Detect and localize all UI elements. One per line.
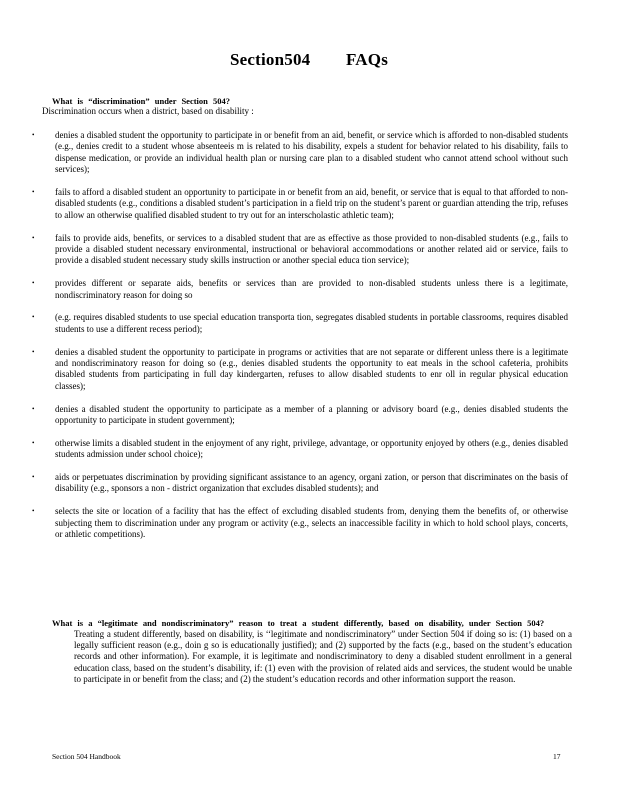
list-item <box>28 438 568 461</box>
faq-question: What is “discrimination” under Section 504? <box>52 96 231 106</box>
bullet-icon: • <box>32 404 35 413</box>
discrimination-list <box>28 130 568 552</box>
footer-title: Section 504 Handbook <box>52 752 121 761</box>
bullet-icon: • <box>32 279 35 288</box>
bullet-icon: • <box>32 507 35 516</box>
list-item <box>28 506 568 540</box>
list-item-text: denies a disabled student the opportunity to participate in or benefit from an aid, benefit, or service which is afforded to non-disabled students (e.g., denies credit to a student whose absenteeis m is related to his disability, expels a student for behavior related to his disability, fails to dispense medication, or provide an individual health plan or nursing care plan to a disabled student who cannot attend school without such services); <box>55 130 568 175</box>
bullet-icon: • <box>32 131 35 139</box>
faq-answer: Treating a student differently, based on disability, is ‘‘legitimate and nondiscriminatory” under Section 504 if doing so is: (1) based on a legally sufficient reason (e.g., doin g so is educationally justified); and (2) supported by the facts (e.g., based on the student’s education records and other information). For example, it is legitimate and nondiscriminatory to deny a disabled student enrollment in a general education class, based on the student’s disability, if: (1) even with the provision of related aids and services, the student would be unable to participate in or benefit from the class; and (2) the student’s education records and other information support the reason. <box>74 629 572 684</box>
bullet-icon: • <box>32 188 35 197</box>
list-item <box>28 312 568 335</box>
list-item-text: denies a disabled student the opportunity to participate in programs or activities that are not separate or different unless there is a legitimate and nondiscriminatory reason for doing so (e.g., denies disabled students the opportunity to eat meals in the school cafeteria, prohibits disabled students from participating in full day kindergarten, refuses to allow disabled students to enr oll in regular physical education classes); <box>55 346 568 391</box>
list-item <box>28 404 568 427</box>
faq-question: What is a “legitimate and nondiscriminatory” reason to treat a student differently, based on disability, under Section 504? <box>52 618 545 628</box>
bullet-icon: • <box>32 313 35 322</box>
list-item-text: (e.g. requires disabled students to use special education transporta tion, segregates disabled students in portable classrooms, requires disabled students to use a different recess period); <box>55 312 568 334</box>
page-title: Section504 FAQs <box>229 50 389 69</box>
list-item <box>28 347 568 393</box>
list-item-text: aids or perpetuates discrimination by providing significant assistance to an agency, organi zation, or person that discriminates on the basis of disability (e.g., sponsors a non - district organization that excludes disabled students); and <box>55 472 568 494</box>
bullet-icon: • <box>32 473 35 482</box>
page-number: 17 <box>553 752 561 761</box>
bullet-icon: • <box>32 233 35 242</box>
faq-legitimate-reason <box>52 618 572 685</box>
list-item <box>28 472 568 495</box>
list-item-text: fails to provide aids, benefits, or services to a disabled student that are as effective as those provided to non-disabled students (e.g., fails to provide a disabled student necessary environmental, instructional or behavioral accommodations or another related aid or service, fails to provide a disabled student necessary study skills instruction or another special educa tion service); <box>55 232 568 266</box>
list-item-text: fails to afford a disabled student an opportunity to participate in or benefit from an aid, benefit, or service that is equal to that afforded to non-disabled students (e.g., conditions a disabled student’s participation in a field trip on the student’s parent or guardian attending the trip, refuses to allow an otherwise qualified disabled student to try out for an interscholastic athletic team); <box>55 187 568 220</box>
list-item <box>28 130 568 176</box>
list-item-text: otherwise limits a disabled student in the enjoyment of any right, privilege, advantage, or opportunity enjoyed by others (e.g., denies disabled students admission under school choice); <box>55 437 568 460</box>
list-item <box>28 187 568 221</box>
bullet-icon: • <box>32 438 35 447</box>
faq-discrimination <box>42 96 572 117</box>
list-item-text: provides different or separate aids, benefits or services than are provided to non-disabled students unless there is a legitimate, nondiscriminatory reason for doing so <box>55 278 568 300</box>
list-item <box>28 233 568 267</box>
list-item <box>28 278 568 301</box>
list-item-text: selects the site or location of a facility that has the effect of excluding disabled students from, denying them the benefits of, or otherwise subjecting them to discrimination under any program or activity (e.g., selects an inaccessible facility in which to hold school plays, concerts, or athletic competitions). <box>55 506 568 540</box>
list-item-text: denies a disabled student the opportunity to participate as a member of a planning or advisory board (e.g., denies disabled students the opportunity to participate in student government); <box>55 403 568 426</box>
faq-intro: Discrimination occurs when a district, based on disability : <box>42 106 254 116</box>
bullet-icon: • <box>32 347 35 356</box>
